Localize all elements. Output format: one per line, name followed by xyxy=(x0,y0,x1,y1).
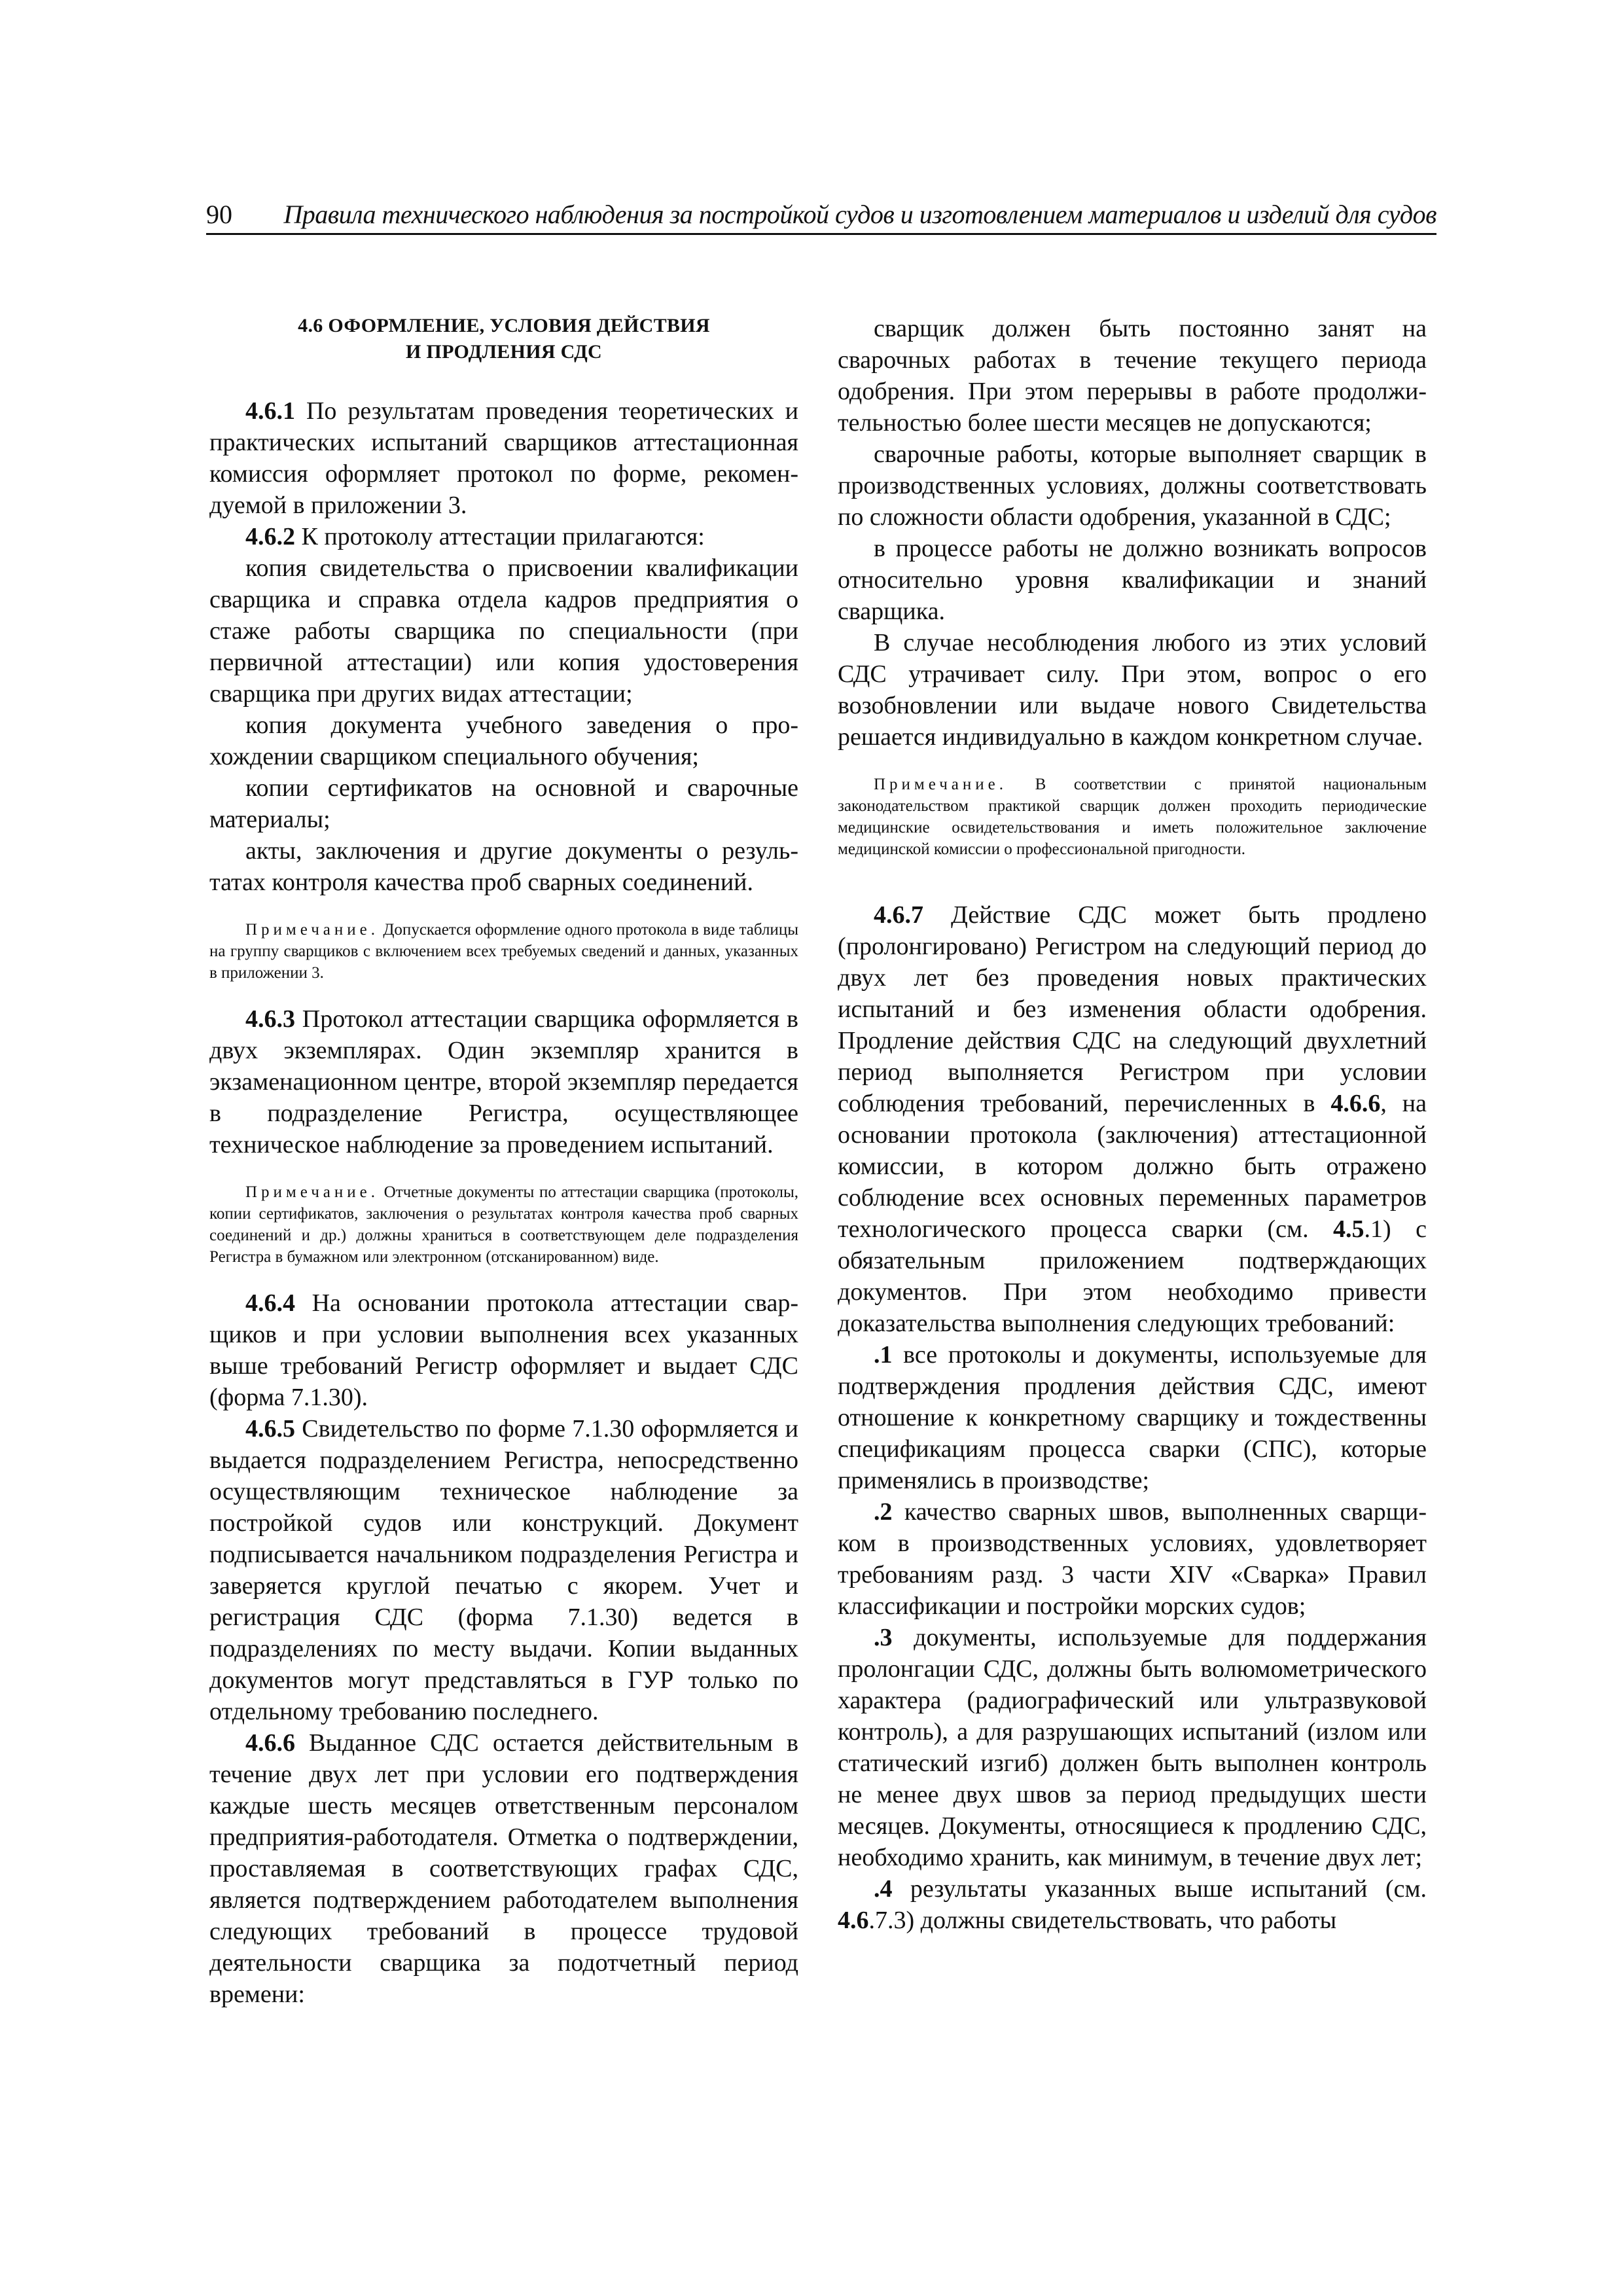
item-text: результаты указанных выше испытаний (см. xyxy=(892,1875,1427,1903)
header-rule xyxy=(206,233,1436,235)
note-label: Примечание. xyxy=(245,1183,380,1201)
paragraph-text: К протоколу аттестации прилагаются: xyxy=(295,523,705,550)
note-text: Отчетные документы по аттестации сварщика (протоколы, копии сертификатов, заключения о результатах контроля качества проб сварных соединений и др.) должны храниться в соответствующем деле подразделения Регистра в бумажном или электронном (отсканированном) виде. xyxy=(209,1183,798,1266)
paragraph-4-6-7 xyxy=(838,899,1427,1339)
list-item xyxy=(838,1873,1427,1936)
item-text: качество сварных швов, выполненных сварщиком в производственных условиях, удовлетворяет требованиям разд. 3 части XIV «Сварка» Правил классификации и постройки морских судов; xyxy=(838,1498,1427,1620)
paragraph-text: Выданное СДС остается действительным в течение двух лет при условии его подтверждения каждые шесть месяцев ответственным персоналом предприятия-работодателя. Отметка о подтверждении, проставляемая в соответствующих графах СДС, является подтверждением работодателем выполнения следующих требований в процессе трудовой деятельности сварщика за подотчетный период времени: xyxy=(209,1729,798,2008)
paragraph: В случае несоблюдения любого из этих условий СДС утрачивает силу. При этом, вопрос о его возобновлении или выдаче нового Свидетельства решается индивидуально в каждом конкретном случае. xyxy=(838,629,1427,751)
paragraph-text: Действие СДС может быть продлено (пролонгировано) Регистром на следующий период до двух лет без проведения новых практических испытаний и без изменения области одобрения. Продление действия СДС на следующий двухлетний период выполняется Регистром при условии соблюдения требований, перечисленных в xyxy=(838,901,1427,1117)
paragraph-4-6-4 xyxy=(209,1287,798,1413)
section-title-line1: 4.6 ОФОРМЛЕНИЕ, УСЛОВИЯ ДЕЙСТВИЯ xyxy=(298,315,710,336)
paragraph-4-6-2 xyxy=(209,521,798,552)
page-header xyxy=(206,196,1436,237)
list-item: в процессе работы не должно возникать вопросов относительно уровня квалификации и знаний сварщика. xyxy=(838,535,1427,625)
paragraph-4-6-6 xyxy=(209,1727,798,2010)
note-text: В соответствии с принятой национальным законодательством практикой сварщик должен проходить периодические медицинские освидетельствования и иметь положительное заключение медицинской комиссии о профессиональной пригодности. xyxy=(838,776,1427,858)
paragraph-text: Протокол аттестации сварщика оформляется в двух экземплярах. Один экземпляр хранится в экзаменационном центре, второй экземпляр передается в подразделение Регистра, осуществляющее техническое наблюдение за проведением испытаний. xyxy=(209,1005,798,1158)
paragraph-text: , на основании протокола (заключения) аттестационной комиссии, в котором должно быть отражено соблюдение всех основных переменных параметров технологического процесса сварки (см. xyxy=(838,1090,1427,1243)
note-label: Примечание. xyxy=(245,921,380,939)
note-1 xyxy=(209,919,798,984)
list-item: копии сертификатов на основной и сварочные материалы; xyxy=(209,774,798,833)
clause-number: 4.6.2 xyxy=(245,523,295,550)
spacer xyxy=(838,880,1427,899)
section-title xyxy=(209,313,798,365)
running-title: Правила технического наблюдения за постройкой судов и изготовлением материалов и изделий для судов xyxy=(283,200,1436,229)
cross-reference: 4.5 xyxy=(1333,1215,1364,1243)
item-text: все протоколы и документы, используемые для подтверждения продления действия СДС, имеют отношение к конкретному сварщику и тождественны спецификациям процесса сварки (СПС), которые применялись в производстве; xyxy=(838,1341,1427,1494)
list-item xyxy=(838,1339,1427,1496)
cross-reference: 4.6.6 xyxy=(1330,1090,1381,1117)
cross-reference: 4.6 xyxy=(838,1907,869,1934)
list-item xyxy=(838,1496,1427,1622)
list-item xyxy=(838,1622,1427,1873)
list-item: сварщик должен быть постоянно занят на сварочных работах в течение текущего периода одобрения. При этом перерывы в работе продолжительностью более шести месяцев не допускаются; xyxy=(838,315,1427,437)
list-item: копия свидетельства о присвоении квалификации сварщика и справка отдела кадров предприятия о стаже работы сварщика по специальности (при первичной аттестации) или копия удостоверения сварщика при других видах аттестации; xyxy=(209,554,798,708)
left-column xyxy=(209,313,798,2010)
item-text: документы, используемые для поддержания пролонгации СДС, должны быть волюмометрического характера (радиографический или ультразвуковой контроль), а для разрушающих испытаний (излом или статический изгиб) должен быть выполнен контроль не менее двух швов за период предыдущих шести месяцев. Документы, относящиеся к продлению СДС, необходимо хранить, как минимум, в течение двух лет; xyxy=(838,1624,1427,1871)
section-title-line2: И ПРОДЛЕНИЯ СДС xyxy=(406,341,602,363)
item-number: .2 xyxy=(874,1498,893,1526)
list-item: акты, заключения и другие документы о результатах контроля качества проб сварных соединений. xyxy=(209,837,798,896)
note-label: Примечание. xyxy=(874,776,1008,793)
item-number: .4 xyxy=(874,1875,893,1903)
list-item: сварочные работы, которые выполняет сварщик в производственных условиях, должны соответствовать по сложности области одобрения, указанной в СДС; xyxy=(838,440,1427,531)
clause-number: 4.6.3 xyxy=(245,1005,295,1033)
clause-number: 4.6.7 xyxy=(874,901,923,929)
paragraph-4-6-5 xyxy=(209,1413,798,1727)
page-number: 90 xyxy=(206,200,232,229)
paragraph-text: .1) с обязательным приложением подтверждающих документов. При этом необходимо привести доказательства выполнения следующих требований: xyxy=(838,1215,1427,1337)
paragraph-4-6-1 xyxy=(209,395,798,521)
note-2 xyxy=(209,1181,798,1268)
list-item: копия документа учебного заведения о прохождении сварщиком специального обучения; xyxy=(209,711,798,770)
paragraph-4-6-3 xyxy=(209,1003,798,1160)
clause-number: 4.6.1 xyxy=(245,397,295,425)
item-number: .1 xyxy=(874,1341,893,1369)
clause-number: 4.6.5 xyxy=(245,1415,295,1443)
paragraph-text: На основании протокола аттестации сварщиков и при условии выполнения всех указанных выше требований Регистр оформляет и выдает СДС (форма 7.1.30). xyxy=(209,1289,798,1411)
paragraph-text: По результатам проведения теоретических и практических испытаний сварщиков аттестационная комиссия оформляет протокол по форме, рекомендуемой в приложении 3. xyxy=(209,397,798,519)
item-text: .7.3) должны свидетельствовать, что работы xyxy=(868,1907,1337,1934)
note-3 xyxy=(838,774,1427,860)
paragraph-text: Свидетельство по форме 7.1.30 оформляется и выдается подразделением Регистра, непосредственно осуществляющим техническое наблюдение за постройкой судов или конструкций. Документ подписывается начальником подразделения Регистра и заверяется круглой печатью с якорем. Учет и регистрация СДС (форма 7.1.30) ведется в подразделениях по месту выдачи. Копии выданных документов могут представляться в ГУР только по отдельному требованию последнего. xyxy=(209,1415,798,1725)
clause-number: 4.6.6 xyxy=(245,1729,295,1757)
clause-number: 4.6.4 xyxy=(245,1289,295,1317)
item-number: .3 xyxy=(874,1624,893,1651)
right-column xyxy=(838,313,1427,1936)
note-text: Допускается оформление одного протокола в виде таблицы на группу сварщиков с включением всех требуемых сведений и данных, указанных в приложении 3. xyxy=(209,921,798,982)
